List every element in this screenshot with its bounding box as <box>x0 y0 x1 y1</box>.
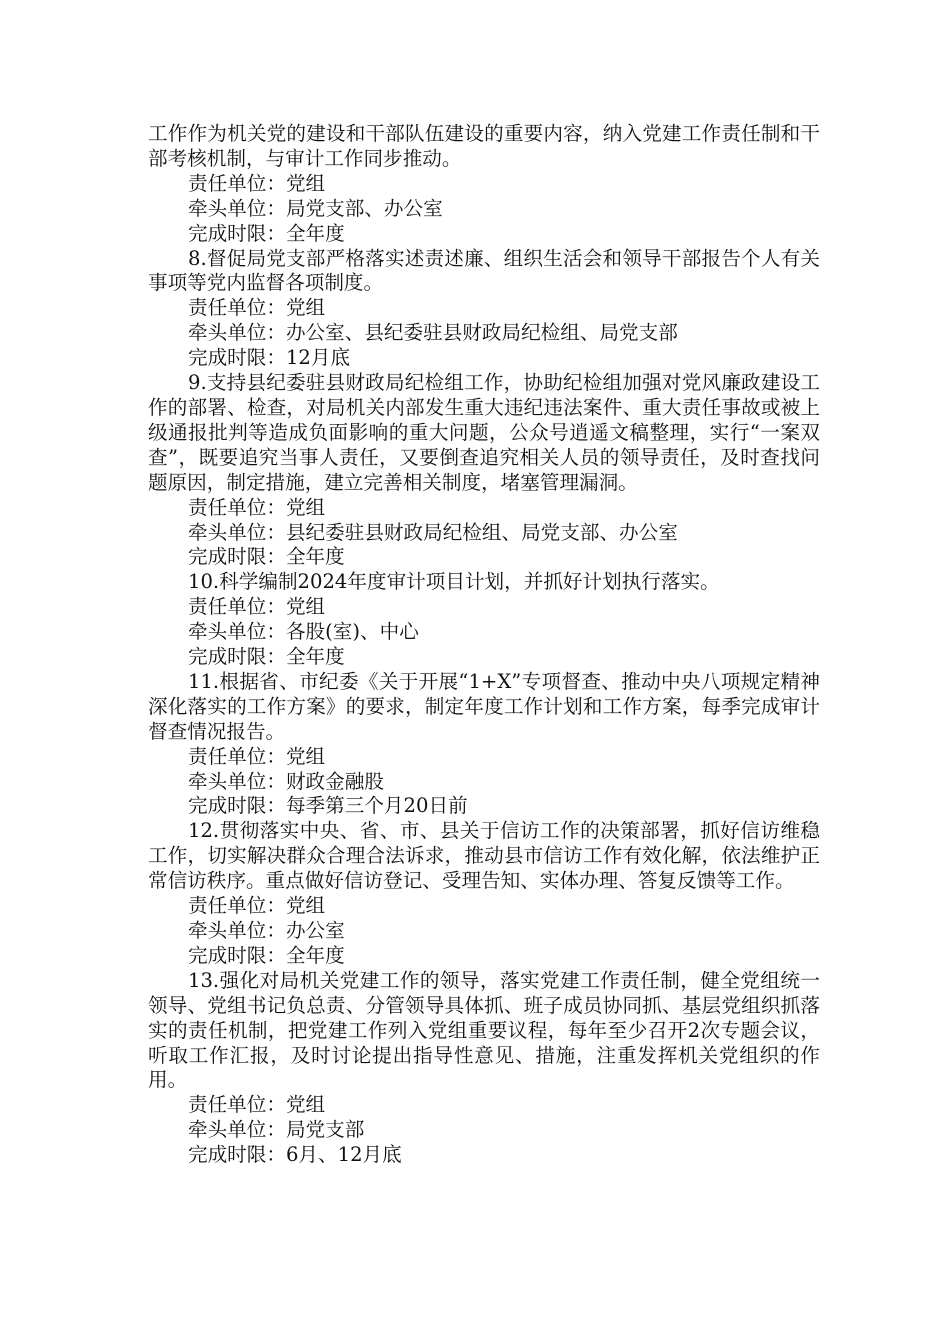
item-11-responsible-unit: 责任单位：党组 <box>188 744 326 768</box>
document-page <box>148 122 820 1168</box>
item-10-deadline: 完成时限：全年度 <box>188 645 345 669</box>
item-10-responsible-unit: 责任单位：党组 <box>188 595 326 619</box>
item-12-responsible-unit: 责任单位：党组 <box>188 894 326 918</box>
item-8-text: 8.督促局党支部严格落实述责述廉、组织生活会和领导干部报告个人有关事项等党内监督各项制度。 <box>148 246 820 295</box>
item-11-text: 11.根据省、市纪委《关于开展“1+X”专项督查、推动中央八项规定精神深化落实的工作方案》的要求，制定年度工作计划和工作方案，每季完成审计督查情况报告。 <box>148 669 820 743</box>
item-12-text: 12.贯彻落实中央、省、市、县关于信访工作的决策部署，抓好信访维稳工作，切实解决群众合理合法诉求，推动县市信访工作有效化解，依法维护正常信访秩序。重点做好信访登记、受理告知、实体办理、答复反馈等工作。 <box>148 819 820 893</box>
item-9-lead-unit: 牵头单位：县纪委驻县财政局纪检组、局党支部、办公室 <box>188 520 678 544</box>
intro-deadline: 完成时限：全年度 <box>188 221 345 245</box>
item-11-lead-unit: 牵头单位：财政金融股 <box>188 769 384 793</box>
item-8-deadline: 完成时限：12月底 <box>188 346 351 370</box>
item-9-deadline: 完成时限：全年度 <box>188 545 345 569</box>
intro-responsible-unit: 责任单位：党组 <box>188 171 326 195</box>
intro-lead-unit: 牵头单位：局党支部、办公室 <box>188 196 443 220</box>
item-8-responsible-unit: 责任单位：党组 <box>188 296 326 320</box>
item-9-responsible-unit: 责任单位：党组 <box>188 495 326 519</box>
item-13-lead-unit: 牵头单位：局党支部 <box>188 1118 365 1142</box>
item-10-text: 10.科学编制2024年度审计项目计划，并抓好计划执行落实。 <box>188 570 720 594</box>
item-10-lead-unit: 牵头单位：各股(室)、中心 <box>188 620 419 644</box>
item-9-text: 9.支持县纪委驻县财政局纪检组工作，协助纪检组加强对党风廉政建设工作的部署、检查，对局机关内部发生重大违纪违法案件、重大责任事故或被上级通报批判等造成负面影响的重大问题，公众号逍遥文稿整理，实行“一案双查”，既要追究当事人责任，又要倒查追究相关人员的领导责任，及时查找问题原因，制定措施，建立完善相关制度，堵塞管理漏洞。 <box>148 371 820 494</box>
item-13-responsible-unit: 责任单位：党组 <box>188 1093 326 1117</box>
item-13-text: 13.强化对局机关党建工作的领导，落实党建工作责任制，健全党组统一领导、党组书记负总责、分管领导具体抓、班子成员协同抓、基层党组织抓落实的责任机制，把党建工作列入党组重要议程，每年至少召开2次专题会议，听取工作汇报，及时讨论提出指导性意见、措施，注重发挥机关党组织的作用。 <box>148 968 820 1092</box>
item-13-deadline: 完成时限：6月、12月底 <box>188 1143 402 1167</box>
item-12-lead-unit: 牵头单位：办公室 <box>188 919 345 942</box>
intro-paragraph: 工作作为机关党的建设和干部队伍建设的重要内容，纳入党建工作责任制和干部考核机制，与审计工作同步推动。 <box>148 122 820 170</box>
item-12-deadline: 完成时限：全年度 <box>188 943 345 967</box>
item-8-lead-unit: 牵头单位：办公室、县纪委驻县财政局纪检组、局党支部 <box>188 321 678 345</box>
item-11-deadline: 完成时限：每季第三个月20日前 <box>188 794 468 818</box>
